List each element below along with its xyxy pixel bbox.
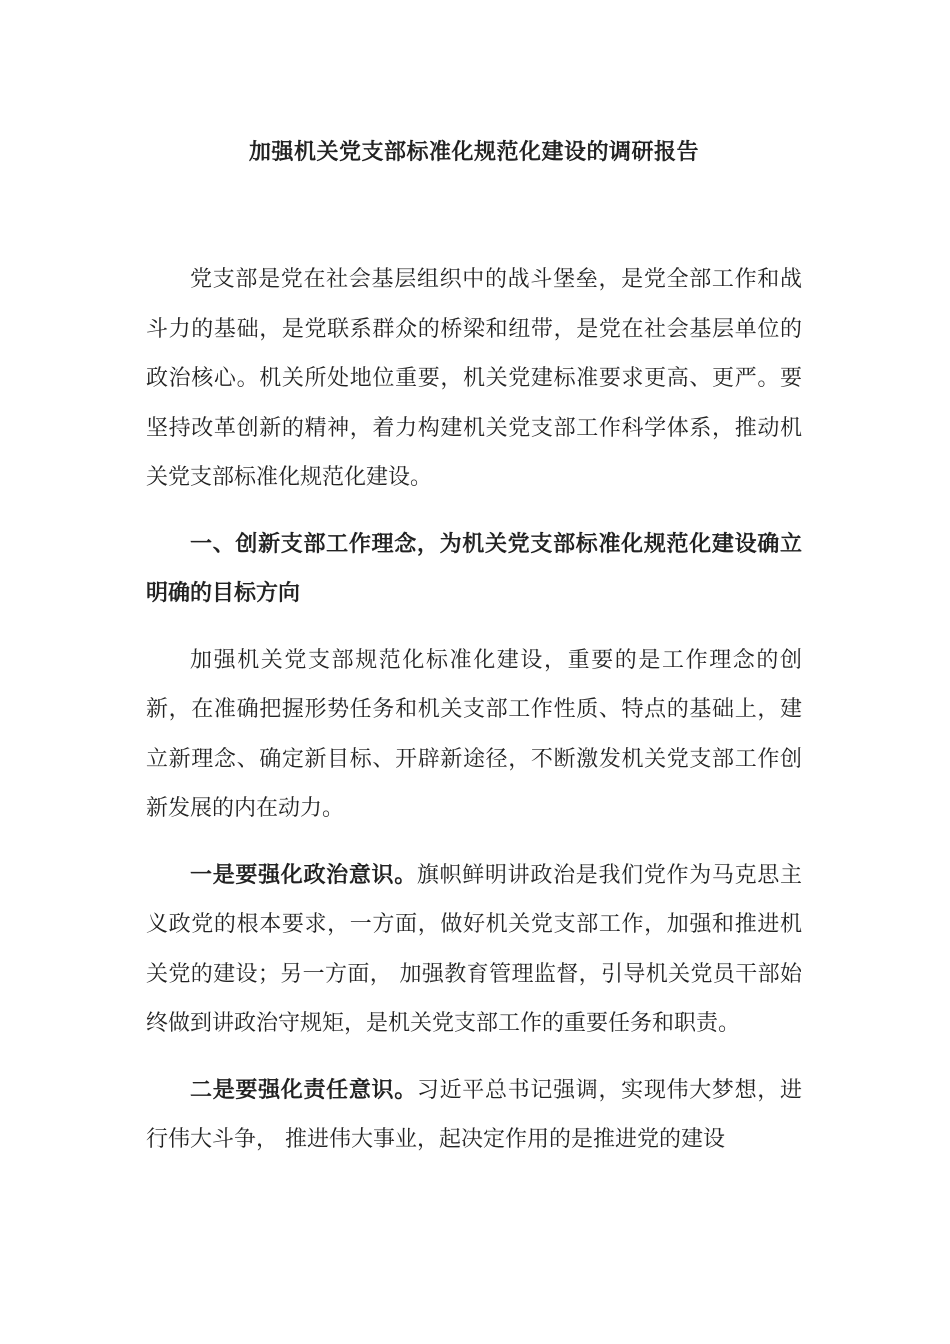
point-2-lead: 二是要强化责任意识。 bbox=[190, 1077, 417, 1103]
document-body bbox=[146, 255, 802, 1165]
document-title: 加强机关党支部标准化规范化建设的调研报告 bbox=[248, 140, 699, 165]
paragraph-point-2 bbox=[146, 1066, 802, 1165]
point-1-lead: 一是要强化政治意识。 bbox=[190, 862, 417, 888]
section-heading-1: 一、创新支部工作理念，为机关党支部标准化规范化建设确立明确的目标方向 bbox=[146, 531, 802, 606]
paragraph-point-1 bbox=[146, 851, 802, 1049]
paragraph-section-1: 加强机关党支部规范化标准化建设，重要的是工作理念的创新，在准确把握形势任务和机关支部工作性质、特点的基础上，建立新理念、确定新目标、开辟新途径，不断激发机关党支部工作创新发展的内在动力。 bbox=[146, 647, 802, 821]
point-2-text: 习近平总书记强调，实现伟大梦想，进行伟大斗争， 推进伟大事业，起决定作用的是推进党的建设 bbox=[146, 1077, 802, 1152]
point-1-text: 旗帜鲜明讲政治是我们党作为马克思主义政党的根本要求，一方面，做好机关党支部工作，加强和推进机关党的建设；另一方面， 加强教育管理监督，引导机关党员干部始终做到讲政治守规矩，是机关党支部工作的重要任务和职责。 bbox=[146, 862, 802, 1036]
paragraph-intro: 党支部是党在社会基层组织中的战斗堡垒，是党全部工作和战斗力的基础，是党联系群众的桥梁和纽带，是党在社会基层单位的政治核心。机关所处地位重要，机关党建标准要求更高、更严。要坚持改革创新的精神，着力构建机关党支部工作科学体系，推动机关党支部标准化规范化建设。 bbox=[146, 267, 802, 490]
